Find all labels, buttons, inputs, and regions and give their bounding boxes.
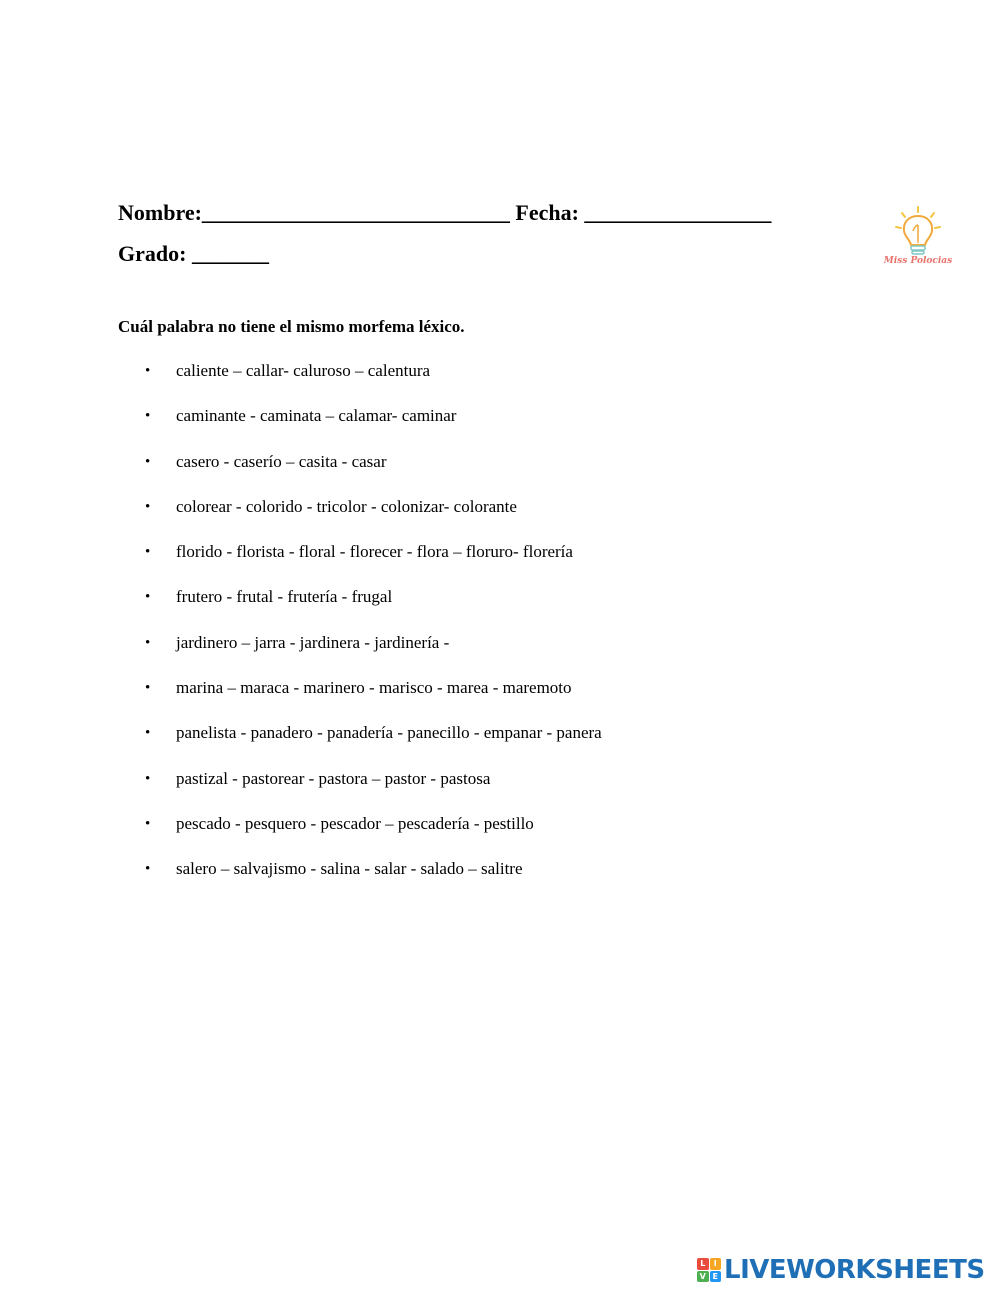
word-group-text: pescado - pesquero - pescador – pescadería - pestillo (176, 813, 534, 833)
word-group-text: marina – maraca - marinero - marisco - marea - maremoto (176, 678, 572, 698)
bullet-icon: • (145, 815, 151, 832)
word-group-text: caminante - caminata – calamar- caminar (176, 406, 457, 426)
name-date-line: Nombre:____________________________ Fecha: _________________ (118, 200, 772, 225)
badge-letter: E (710, 1271, 722, 1283)
word-group-text: frutero - frutal - frutería - frugal (176, 587, 393, 607)
brand-name: LIVEWORKSHEETS (724, 1255, 985, 1285)
bullet-icon: • (145, 498, 151, 515)
bullet-icon: • (145, 363, 151, 379)
bullet-icon: • (145, 589, 151, 606)
word-group-text: casero - caserío – casita - casar (176, 451, 387, 471)
bullet-icon: • (145, 725, 151, 742)
badge-letter: V (697, 1271, 709, 1283)
word-group-text: salero – salvajismo - salina - salar - salado – salitre (176, 859, 523, 879)
bullet-icon: • (145, 770, 151, 787)
word-group-text: panelista - panadero - panadería - panecillo - empanar - panera (176, 723, 602, 743)
bullet-icon: • (145, 544, 151, 561)
liveworksheets-logo (697, 1255, 985, 1285)
word-group-text: florido - florista - floral - florecer - flora – floruro- florería (176, 542, 573, 562)
instruction-text: Cuál palabra no tiene el mismo morfema léxico. (118, 317, 465, 336)
bullet-icon: • (145, 861, 151, 878)
logo-caption: Miss Polocias (883, 256, 953, 266)
badge-letter: L (697, 1258, 709, 1270)
badge-letter: I (710, 1258, 722, 1270)
bullet-icon: • (145, 680, 151, 697)
bullet-icon: • (145, 453, 151, 470)
live-badge-icon (697, 1258, 721, 1282)
word-group-text: jardinero – jarra - jardinera - jardinería - (176, 632, 450, 652)
bullet-icon: • (145, 408, 151, 425)
word-group-text: colorear - colorido - tricolor - colonizar- colorante (176, 496, 517, 516)
grade-line: Grado: _______ (118, 241, 269, 266)
word-group-text: pastizal - pastorear - pastora – pastor - pastosa (176, 768, 491, 788)
bullet-icon: • (145, 634, 151, 651)
word-group-text: caliente – callar- caluroso – calentura (176, 361, 431, 380)
lightbulb-logo (880, 205, 956, 275)
